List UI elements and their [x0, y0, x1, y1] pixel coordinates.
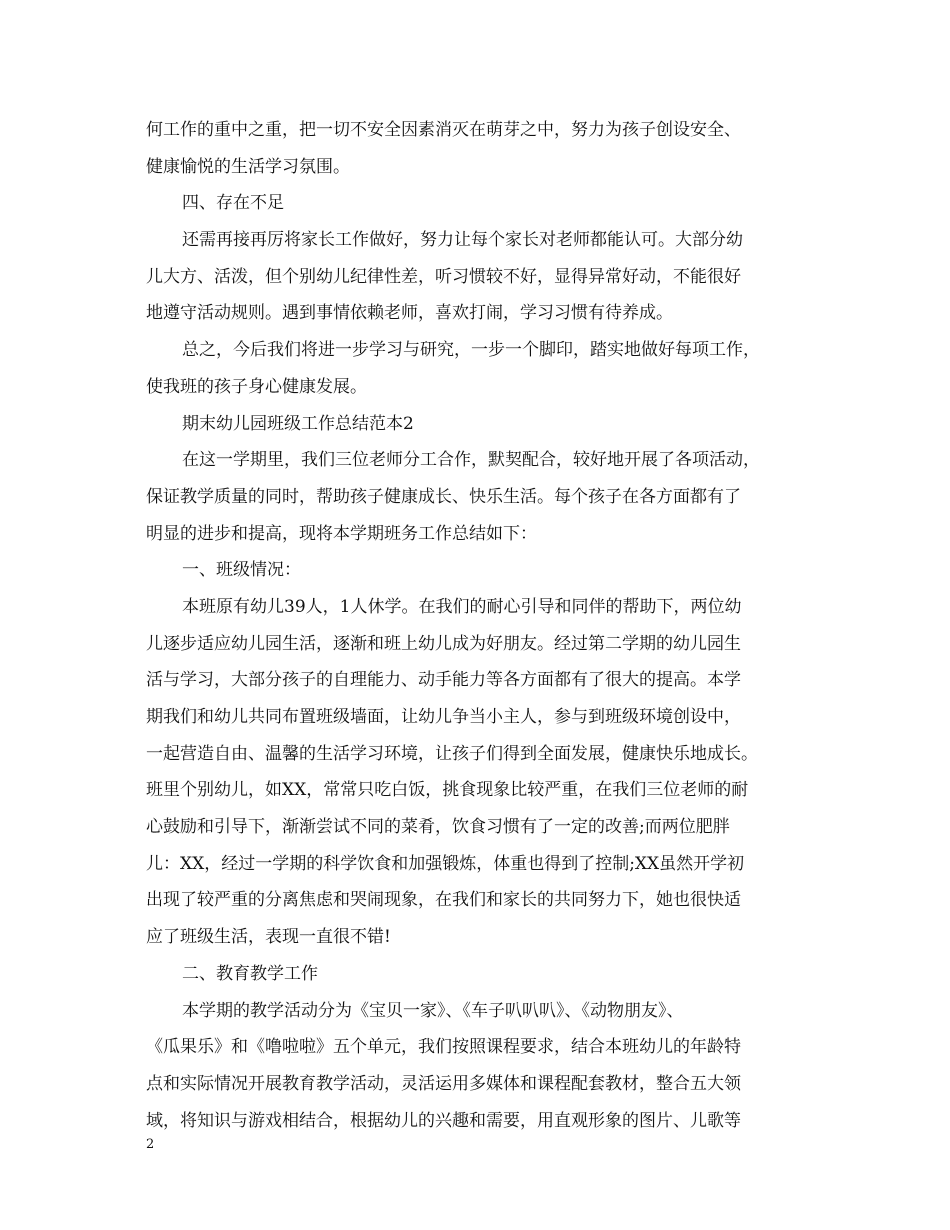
text-line: 何工作的重中之重，把一切不安全因素消灭在萌芽之中，努力为孩子创设安全、: [146, 120, 741, 140]
text-line: 儿：XX，经过一学期的科学饮食和加强锻炼，体重也得到了控制;XX虽然开学初: [146, 853, 745, 874]
text-line: 儿大方、活泼，但个别幼儿纪律性差，听习惯较不好，显得异常好动，不能很好: [146, 266, 741, 287]
text-line: 活与学习，大部分孩子的自理能力、动手能力等各方面都有了很大的提高。本学: [146, 670, 741, 691]
text-line: 明显的进步和提高，现将本学期班务工作总结如下：: [146, 523, 537, 544]
text-line: 还需再接再厉将家长工作做好，努力让每个家长对老师都能认可。大部分幼: [182, 230, 743, 251]
text-line: 四、存在不足: [182, 193, 284, 214]
text-line: 保证教学质量的同时，帮助孩子健康成长、快乐生活。每个孩子在各方面都有了: [146, 486, 741, 507]
text-line: 应了班级生活，表现一直很不错!: [146, 927, 391, 948]
text-line: 总之，今后我们将进一步学习与研究，一步一个脚印，踏实地做好每项工作，: [182, 340, 760, 361]
text-line: 期末幼儿园班级工作总结范本2: [182, 413, 414, 434]
text-line: 地遵守活动规则。遇到事情依赖老师，喜欢打闹，学习习惯有待养成。: [146, 303, 673, 324]
text-line: 一起营造自由、温馨的生活学习环境，让孩子们得到全面发展，健康快乐地成长。: [146, 743, 758, 764]
text-line: 本学期的教学活动分为《宝贝一家》、《车子叭叭叭》、《动物朋友》、: [182, 1000, 684, 1021]
text-line: 一、班级情况：: [182, 560, 301, 581]
text-line: 出现了较严重的分离焦虑和哭闹现象，在我们和家长的共同努力下，她也很快适: [146, 890, 741, 911]
text-line: 儿逐步适应幼儿园生活，逐渐和班上幼儿成为好朋友。经过第二学期的幼儿园生: [146, 633, 741, 654]
text-line: 使我班的孩子身心健康发展。: [146, 376, 367, 397]
text-line: 班里个别幼儿，如XX，常常只吃白饭，挑食现象比较严重，在我们三位老师的耐: [146, 780, 749, 801]
text-line: 域，将知识与游戏相结合，根据幼儿的兴趣和需要，用直观形象的图片、儿歌等: [146, 1110, 741, 1131]
text-line: 二、教育教学工作: [182, 963, 318, 984]
text-line: 点和实际情况开展教育教学活动，灵活运用多媒体和课程配套教材，整合五大领: [146, 1073, 741, 1094]
text-line: 期我们和幼儿共同布置班级墙面，让幼儿争当小主人，参与到班级环境创设中，: [146, 707, 741, 727]
document-body: [146, 112, 806, 1139]
text-line: 健康愉悦的生活学习氛围。: [146, 156, 350, 177]
text-line: 心鼓励和引导下，渐渐尝试不同的菜肴，饮食习惯有了一定的改善;而两位肥胖: [146, 817, 730, 838]
text-line: 《瓜果乐》和《噜啦啦》五个单元，我们按照课程要求，结合本班幼儿的年龄特: [146, 1037, 741, 1058]
text-line: 在这一学期里，我们三位老师分工合作，默契配合，较好地开展了各项活动，: [182, 450, 760, 471]
text-line: 本班原有幼儿39人，1人休学。在我们的耐心引导和同伴的帮助下，两位幼: [182, 596, 742, 617]
page-number: 2: [146, 1137, 155, 1152]
